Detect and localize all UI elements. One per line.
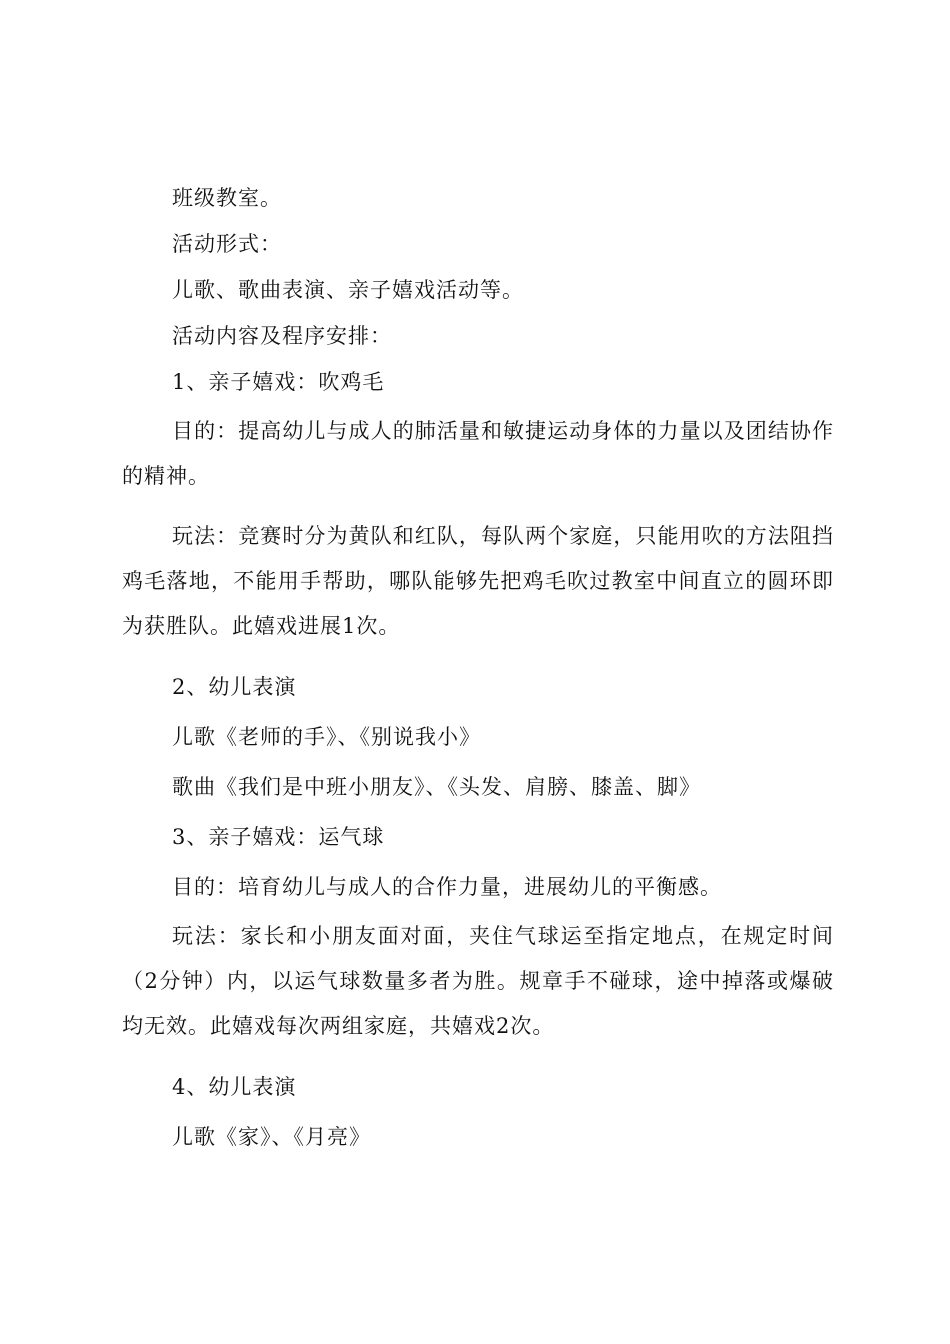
paragraph-performance2-title: 2、幼儿表演: [172, 675, 297, 699]
paragraph-performance2-songs: 歌曲《我们是中班小朋友》、《头发、肩膀、膝盖、脚》: [172, 775, 701, 799]
paragraph-venue: 班级教室。: [172, 186, 282, 210]
paragraph-performance4-rhymes: 儿歌《家》、《月亮》: [172, 1125, 371, 1149]
paragraph-game3-rules: 玩法：家长和小朋友面对面，夹住气球运至指定地点，在规定时间（2分钟）内，以运气球数量多者为胜。规章手不碰球，途中掉落或爆破均无效。此嬉戏每次两组家庭，共嬉戏2次。: [122, 924, 834, 1038]
paragraph-game1-title: 1、亲子嬉戏：吹鸡毛: [172, 370, 385, 394]
document-body: [122, 186, 834, 1149]
paragraph-performance4-title: 4、幼儿表演: [172, 1075, 297, 1099]
paragraph-performance2-rhymes: 儿歌《老师的手》、《别说我小》: [172, 725, 481, 749]
paragraph-game1-rules: 玩法：竞赛时分为黄队和红队，每队两个家庭，只能用吹的方法阻挡鸡毛落地，不能用手帮助，哪队能够先把鸡毛吹过教室中间直立的圆环即为获胜队。此嬉戏进展1次。: [122, 524, 834, 638]
paragraph-activity-form: 儿歌、歌曲表演、亲子嬉戏活动等。: [172, 278, 524, 302]
paragraph-content-heading: 活动内容及程序安排：: [172, 324, 392, 348]
paragraph-game1-purpose: 目的：提高幼儿与成人的肺活量和敏捷运动身体的力量以及团结协作的精神。: [122, 419, 834, 488]
paragraph-game3-title: 3、亲子嬉戏：运气球: [172, 825, 385, 849]
paragraph-game3-purpose: 目的：培育幼儿与成人的合作力量，进展幼儿的平衡感。: [172, 875, 722, 899]
paragraph-activity-form-heading: 活动形式：: [172, 232, 282, 256]
